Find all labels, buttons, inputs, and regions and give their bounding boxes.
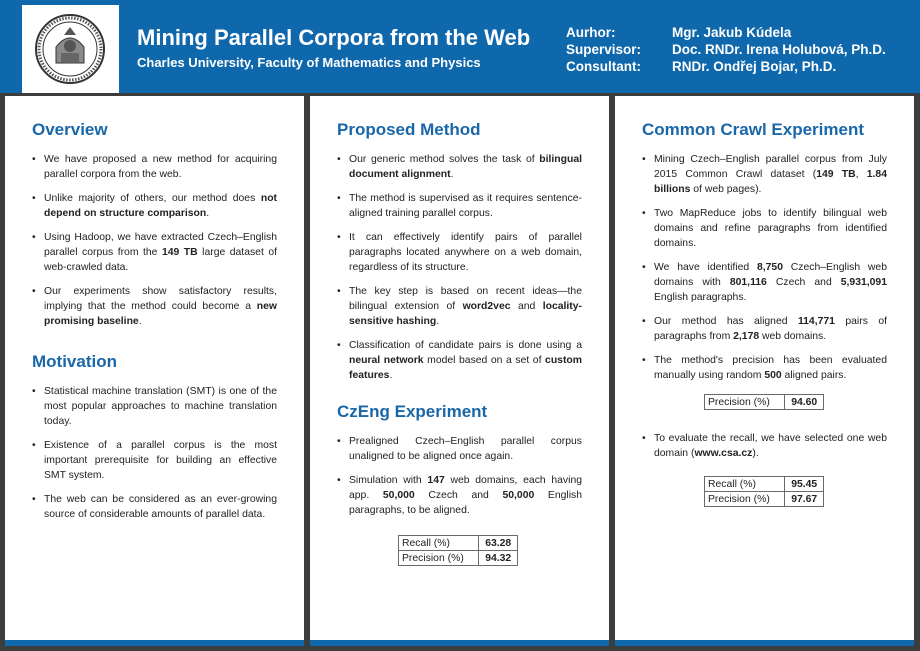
- bullet-text: .: [450, 169, 454, 180]
- overview-list: [32, 152, 277, 338]
- bullet-text: .: [389, 370, 393, 381]
- bullet-text: ,: [855, 169, 867, 180]
- bullet-text: Prealigned Czech–English parallel corpus unaligned to be aligned once again.: [349, 436, 582, 462]
- bullet-text: pairs of paragraphs from: [654, 316, 887, 342]
- bullet-text: and: [510, 301, 543, 312]
- result-row: [705, 477, 824, 492]
- supervisor-name: Doc. RNDr. Irena Holubová, Ph.D.: [672, 42, 886, 57]
- column-left: [5, 96, 304, 640]
- metric-value: 94.60: [785, 395, 824, 410]
- bullet-text: Two MapReduce jobs to identify bilingual web domains and refine paragraphs from identified domains.: [654, 208, 887, 249]
- bold-text: 149 TB: [161, 247, 198, 258]
- metric-value: 63.28: [479, 536, 518, 551]
- bullet-text: Mining Czech–English parallel corpus from July 2015 Common Crawl dataset (: [654, 154, 887, 180]
- bullet-text: Our generic method solves the task of: [349, 154, 540, 165]
- bullet-text: Statistical machine translation (SMT) is one of the most popular approaches to machine translation today.: [44, 386, 277, 427]
- bold-text: 149 TB: [816, 169, 856, 180]
- bullet-text: Simulation with: [349, 475, 428, 486]
- common-crawl-precision-table: [704, 394, 824, 410]
- bullet-item: [642, 152, 887, 197]
- bullet-text: model based on a set of: [423, 355, 546, 366]
- column-middle-footer-bar: [310, 640, 609, 646]
- poster-title: Mining Parallel Corpora from the Web: [137, 25, 531, 50]
- university-seal-icon: [34, 13, 106, 85]
- bullet-item: [337, 191, 582, 221]
- bold-text: 1.84 billions: [654, 169, 887, 195]
- bullet-item: [642, 431, 887, 461]
- metric-label: Precision (%): [705, 492, 785, 507]
- bullet-text: Czech and: [414, 490, 503, 501]
- metric-value: 94.32: [479, 551, 518, 566]
- common-crawl-list: [642, 152, 887, 392]
- bullet-text: ).: [752, 448, 759, 459]
- metric-value: 97.67: [785, 492, 824, 507]
- bold-text: neural network: [349, 355, 424, 366]
- bullet-text: It can effectively identify pairs of parallel paragraphs located anywhere on a web domain, regardless of its structure.: [349, 232, 582, 273]
- czeng-results-table: [398, 535, 518, 566]
- bullet-item: [337, 338, 582, 383]
- bullet-text: Unlike majority of others, our method does: [44, 193, 261, 204]
- supervisor-role: Supervisor:: [566, 42, 642, 57]
- bullet-item: [337, 434, 582, 464]
- bullet-text: .: [206, 208, 210, 219]
- bullet-item: [642, 206, 887, 251]
- bold-text: 801,116: [729, 277, 767, 288]
- university-seal: [22, 5, 119, 93]
- result-row: [399, 536, 518, 551]
- bullet-text: Existence of a parallel corpus is the most important prerequisite for building an effective SMT system.: [44, 440, 277, 481]
- bold-text: 8,750: [756, 262, 783, 273]
- bullet-text: Czech and: [766, 277, 841, 288]
- metric-value: 95.45: [785, 477, 824, 492]
- column-left-footer-bar: [5, 640, 304, 646]
- bold-text: 114,771: [797, 316, 835, 327]
- bullet-text: The web can be considered as an ever-growing source of considerable amounts of parallel data.: [44, 494, 277, 520]
- metric-label: Precision (%): [399, 551, 479, 566]
- metric-label: Precision (%): [705, 395, 785, 410]
- bullet-item: [32, 284, 277, 329]
- bullet-text: The method's precision has been evaluated manually using random: [654, 355, 887, 381]
- bold-text: 50,000: [502, 490, 535, 501]
- bullet-text: .: [138, 316, 142, 327]
- result-row: [705, 395, 824, 410]
- bold-text: www.csa.cz: [694, 448, 753, 459]
- czeng-list: [337, 434, 582, 527]
- bold-text: locality-sensitive hashing: [349, 301, 582, 327]
- bullet-item: [32, 438, 277, 483]
- column-right-footer-bar: [615, 640, 914, 646]
- column-middle: [310, 96, 609, 640]
- bullet-text: Using Hadoop, we have extracted Czech–English parallel corpus from the: [44, 232, 277, 258]
- bullet-text: Czech–English web domains with: [654, 262, 887, 288]
- bullet-item: [642, 353, 887, 383]
- bullet-item: [32, 191, 277, 221]
- bold-text: 147: [427, 475, 445, 486]
- bullet-text: English paragraphs.: [654, 292, 747, 303]
- bullet-text: We have proposed a new method for acquiring parallel corpora from the web.: [44, 154, 277, 180]
- bullet-item: [337, 473, 582, 518]
- common-crawl-heading: Common Crawl Experiment: [642, 120, 864, 139]
- bullet-text: aligned pairs.: [781, 370, 847, 381]
- consultant-name: RNDr. Ondřej Bojar, Ph.D.: [672, 59, 837, 74]
- bullet-text: .: [436, 316, 440, 327]
- motivation-list: [32, 384, 277, 531]
- bold-text: 2,178: [733, 331, 760, 342]
- bold-text: 5,931,091: [840, 277, 887, 288]
- bullet-item: [337, 284, 582, 329]
- bullet-text: The key step is based on recent ideas—the bilingual extension of: [349, 286, 582, 312]
- bullet-item: [642, 314, 887, 344]
- metric-label: Recall (%): [705, 477, 785, 492]
- proposed-method-heading: Proposed Method: [337, 120, 481, 139]
- bold-text: custom features: [349, 355, 582, 381]
- result-row: [705, 492, 824, 507]
- proposed-method-list: [337, 152, 582, 392]
- author-name: Mgr. Jakub Kúdela: [672, 25, 792, 40]
- bullet-item: [32, 152, 277, 182]
- metric-label: Recall (%): [399, 536, 479, 551]
- bullet-text: The method is supervised as it requires sentence-aligned training parallel corpus.: [349, 193, 582, 219]
- bullet-text: To evaluate the recall, we have selected one web domain (: [654, 433, 887, 459]
- bold-text: 500: [764, 370, 782, 381]
- author-role: Aurhor:: [566, 25, 616, 40]
- bold-text: word2vec: [462, 301, 511, 312]
- common-crawl-recall-table: [704, 476, 824, 507]
- motivation-heading: Motivation: [32, 352, 117, 371]
- bullet-item: [32, 492, 277, 522]
- bullet-text: web domains, each having app.: [349, 475, 582, 501]
- bullet-item: [337, 230, 582, 275]
- bold-text: new promising baseline: [44, 301, 277, 327]
- bullet-text: We have identified: [654, 262, 757, 273]
- bullet-item: [337, 152, 582, 182]
- bullet-item: [32, 384, 277, 429]
- bullet-text: Our experiments show satisfactory results, implying that the method could become a: [44, 286, 277, 312]
- bullet-text: of web pages).: [690, 184, 762, 195]
- poster-subtitle: Charles University, Faculty of Mathematics and Physics: [137, 55, 481, 70]
- bullet-text: large dataset of web-crawled data.: [44, 247, 278, 273]
- consultant-role: Consultant:: [566, 59, 641, 74]
- bold-text: 50,000: [382, 490, 415, 501]
- bullet-text: Our method has aligned: [654, 316, 798, 327]
- common-crawl-recall-list: [642, 431, 887, 470]
- column-right: [615, 96, 914, 640]
- bullet-item: [642, 260, 887, 305]
- bullet-item: [32, 230, 277, 275]
- czeng-heading: CzEng Experiment: [337, 402, 488, 421]
- bold-text: bilingual document alignment: [349, 154, 582, 180]
- bullet-text: English paragraphs, to be aligned.: [349, 490, 582, 516]
- bold-text: not depend on structure comparison: [44, 193, 277, 219]
- bullet-text: Classification of candidate pairs is done using a: [349, 340, 582, 351]
- overview-heading: Overview: [32, 120, 108, 139]
- bullet-text: web domains.: [759, 331, 827, 342]
- result-row: [399, 551, 518, 566]
- header-banner: [0, 0, 920, 93]
